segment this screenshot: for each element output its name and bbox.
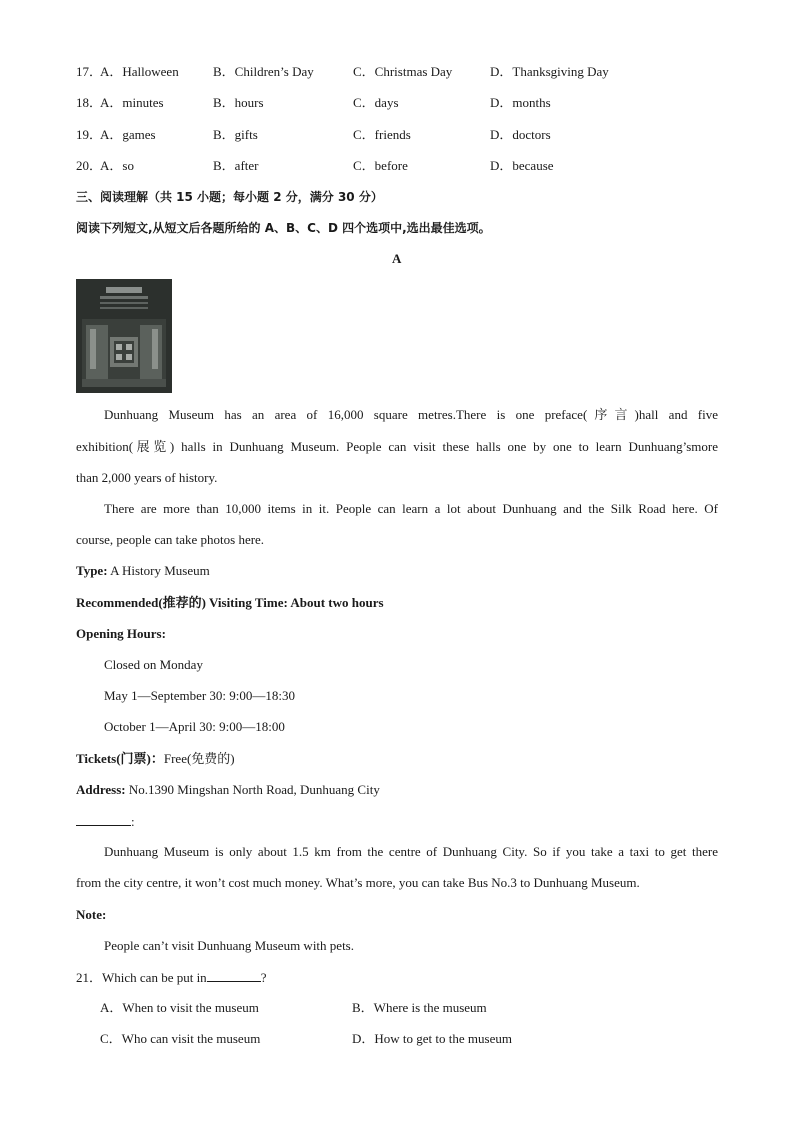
address-label: Address: xyxy=(76,782,126,797)
note-text: People can’t visit Dunhuang Museum with pets. xyxy=(104,938,354,953)
option-c: C．before xyxy=(353,158,408,173)
option-b: B．after xyxy=(213,158,259,173)
question-21-option-c: C．Who can visit the museum xyxy=(100,1031,261,1046)
type-value: A History Museum xyxy=(107,563,210,578)
paragraph-1-line-3: than 2,000 years of history. xyxy=(76,470,218,485)
stem-suffix: ? xyxy=(260,970,267,985)
question-number: 17． xyxy=(76,64,103,79)
paragraph-1-line-2: exhibition(展览) halls in Dunhuang Museum. People can visit these halls one by one to learn Dunhuang’smore xyxy=(76,439,718,454)
tickets-value: Free(免费的) xyxy=(163,751,235,766)
museum-poster-image xyxy=(76,279,172,393)
type-label: Type: xyxy=(76,563,108,578)
question-21-option-a: A．When to visit the museum xyxy=(100,1000,259,1015)
winter-hours: October 1—April 30: 9:00—18:00 xyxy=(104,719,285,734)
museum-poster-graphic xyxy=(76,279,172,393)
type-line xyxy=(76,562,210,580)
question-21-option-d: D．How to get to the museum xyxy=(352,1031,512,1046)
answer-blank xyxy=(76,812,131,826)
paragraph-2-line-1: There are more than 10,000 items in it. People can learn a lot about Dunhuang and the Silk Road here. Of xyxy=(104,501,718,516)
opening-hours-label: Opening Hours: xyxy=(76,626,166,641)
option-b: B．hours xyxy=(213,95,264,110)
section-heading: 三、阅读理解（共 15 小题；每小题 2 分，满分 30 分） xyxy=(76,190,383,204)
question-number: 19． xyxy=(76,127,103,142)
option-d: D．months xyxy=(490,95,551,110)
option-a: A．minutes xyxy=(100,95,164,110)
option-c: C．friends xyxy=(353,127,411,142)
blank-heading-line xyxy=(76,812,135,831)
option-d: D．Thanksgiving Day xyxy=(490,64,609,79)
option-c: C．Christmas Day xyxy=(353,64,453,79)
paragraph-3-line-2: from the city centre, it won’t cost much money. What’s more, you can take Bus No.3 to Dunhuang Museum. xyxy=(76,875,640,890)
note-label: Note: xyxy=(76,907,107,922)
section-instruction: 阅读下列短文,从短文后各题所给的 A、B、C、D 四个选项中,选出最佳选项。 xyxy=(76,221,491,235)
tickets-label: Tickets(门票)： xyxy=(76,751,164,766)
blank-suffix: : xyxy=(131,814,135,829)
option-d: D．doctors xyxy=(490,127,551,142)
question-number: 20． xyxy=(76,158,103,173)
question-21-stem xyxy=(76,968,266,987)
address-value: No.1390 Mingshan North Road, Dunhuang City xyxy=(125,782,380,797)
option-a: A．so xyxy=(100,158,134,173)
option-b: B．Children’s Day xyxy=(213,64,314,79)
option-c: C．days xyxy=(353,95,399,110)
question-21-option-b: B．Where is the museum xyxy=(352,1000,487,1015)
stem-prefix: 21．Which can be put in xyxy=(76,970,207,985)
paragraph-2-line-2: course, people can take photos here. xyxy=(76,532,265,547)
question-number: 18． xyxy=(76,95,103,110)
recommended-time: Recommended(推荐的) Visiting Time: About two hours xyxy=(76,595,384,610)
address-line xyxy=(76,781,380,799)
paragraph-1-line-1: Dunhuang Museum has an area of 16,000 square metres.There is one preface(序言)hall and five xyxy=(104,407,718,422)
closed-day: Closed on Monday xyxy=(104,657,203,672)
option-b: B．gifts xyxy=(213,127,258,142)
option-d: D．because xyxy=(490,158,554,173)
answer-blank xyxy=(207,968,261,982)
passage-label: A xyxy=(392,251,402,266)
paragraph-3-line-1: Dunhuang Museum is only about 1.5 km from the centre of Dunhuang City. So if you take a taxi to get there xyxy=(104,844,718,859)
summer-hours: May 1—September 30: 9:00—18:30 xyxy=(104,688,296,703)
option-a: A．games xyxy=(100,127,156,142)
tickets-line xyxy=(76,750,235,768)
option-a: A．Halloween xyxy=(100,64,179,79)
